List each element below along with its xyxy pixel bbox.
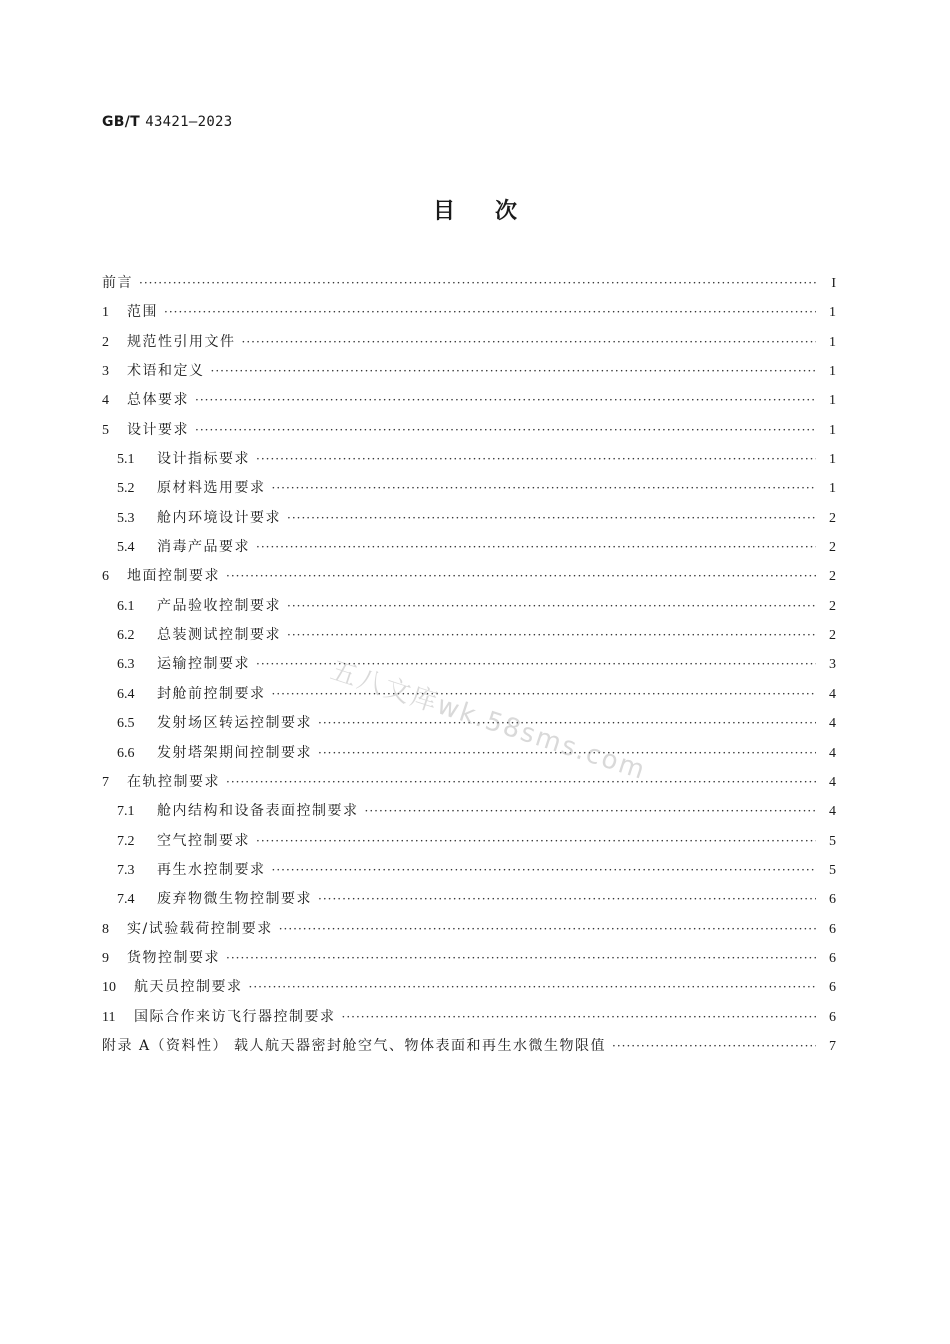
toc-entry-label: 实/试验载荷控制要求 (127, 920, 273, 937)
toc-entry-label: 空气控制要求 (157, 832, 250, 849)
toc-entry-label: 范围 (127, 304, 158, 321)
toc-dot-leader (272, 680, 817, 709)
toc-dot-leader (256, 827, 816, 856)
toc-dot-leader (287, 621, 816, 650)
toc-entry-page: 6 (829, 1009, 836, 1025)
toc-entry-page: 2 (829, 569, 836, 585)
toc-entry[interactable] (102, 650, 836, 679)
toc-entry-label: 再生水控制要求 (157, 861, 266, 878)
toc-entry[interactable] (102, 856, 836, 885)
toc-entry[interactable] (102, 885, 836, 914)
toc-entry-label: 舱内环境设计要求 (157, 509, 281, 526)
toc-entry-number: 3 (102, 364, 109, 380)
document-code-number: 43421—2023 (145, 114, 233, 130)
toc-entry-number: 6.3 (117, 657, 135, 673)
toc-entry-label: 总装测试控制要求 (157, 627, 281, 644)
toc-entry[interactable] (102, 709, 836, 738)
toc-entry[interactable] (102, 269, 836, 298)
toc-entry-number: 8 (102, 921, 109, 937)
toc-dot-leader (272, 474, 817, 503)
toc-entry[interactable] (102, 592, 836, 621)
toc-entry[interactable] (102, 973, 836, 1002)
toc-entry-number: 4 (102, 393, 109, 409)
toc-entry-page: 1 (829, 481, 836, 497)
toc-entry[interactable] (102, 1003, 836, 1032)
toc-entry-number: 7 (102, 774, 109, 790)
toc-entry-label: 附录 A（资料性） 载人航天器密封舱空气、物体表面和再生水微生物限值 (102, 1037, 607, 1054)
toc-entry-label: 规范性引用文件 (127, 333, 236, 350)
toc-dot-leader (318, 885, 816, 914)
toc-entry-page: 2 (829, 598, 836, 614)
toc-entry-label: 舱内结构和设备表面控制要求 (157, 803, 359, 820)
toc-dot-leader (226, 944, 816, 973)
toc-dot-leader (279, 915, 816, 944)
toc-entry-label: 设计指标要求 (157, 451, 250, 468)
toc-entry-page: 4 (829, 686, 836, 702)
toc-entry-label: 消毒产品要求 (157, 539, 250, 556)
toc-entry[interactable] (102, 474, 836, 503)
toc-dot-leader (287, 592, 816, 621)
toc-entry-page: 6 (829, 950, 836, 966)
toc-entry-page: 2 (829, 628, 836, 644)
toc-dot-leader (226, 768, 816, 797)
toc-entry-label: 国际合作来访飞行器控制要求 (134, 1008, 336, 1025)
toc-entry-label: 运输控制要求 (157, 656, 250, 673)
toc-entry-page: 1 (829, 334, 836, 350)
toc-entry-number: 5.4 (117, 540, 135, 556)
toc-entry-number: 7.3 (117, 862, 135, 878)
toc-entry-label: 设计要求 (127, 421, 189, 438)
toc-entry[interactable] (102, 298, 836, 327)
toc-dot-leader (318, 709, 816, 738)
toc-entry-number: 6.1 (117, 598, 135, 614)
toc-dot-leader (256, 533, 816, 562)
toc-entry-label: 总体要求 (127, 392, 189, 409)
toc-entry[interactable] (102, 504, 836, 533)
toc-dot-leader (226, 562, 816, 591)
toc-entry[interactable] (102, 915, 836, 944)
toc-entry[interactable] (102, 680, 836, 709)
toc-entry-number: 6.4 (117, 686, 135, 702)
toc-entry-label: 前言 (102, 275, 133, 291)
toc-entry-number: 6.2 (117, 628, 135, 644)
toc-entry-number: 7.2 (117, 833, 135, 849)
toc-entry-number: 7.4 (117, 892, 135, 908)
toc-entry-number: 5.1 (117, 452, 135, 468)
toc-dot-leader (256, 650, 816, 679)
toc-dot-leader (342, 1003, 817, 1032)
toc-dot-leader (249, 973, 817, 1002)
toc-entry-label: 地面控制要求 (127, 568, 220, 585)
toc-entry[interactable] (102, 827, 836, 856)
toc-entry-page: 4 (829, 745, 836, 761)
toc-entry-page: 7 (829, 1038, 836, 1054)
toc-entry-number: 2 (102, 334, 109, 350)
toc-entry[interactable] (102, 621, 836, 650)
toc-entry[interactable] (102, 739, 836, 768)
toc-entry-label: 产品验收控制要求 (157, 597, 281, 614)
toc-entry-number: 5 (102, 422, 109, 438)
toc-dot-leader (242, 328, 817, 357)
toc-entry-number: 6.5 (117, 716, 135, 732)
table-of-contents (102, 269, 836, 1061)
toc-dot-leader (139, 269, 816, 298)
toc-entry-page: 1 (829, 305, 836, 321)
toc-entry-page: 6 (829, 921, 836, 937)
toc-dot-leader (195, 386, 816, 415)
toc-entry-label: 发射塔架期间控制要求 (157, 744, 312, 761)
watermark: 五八文库wk.58sms.com (326, 655, 650, 787)
toc-entry-label: 航天员控制要求 (134, 979, 243, 996)
toc-entry-page: 1 (829, 364, 836, 380)
toc-entry[interactable] (102, 797, 836, 826)
toc-entry-label: 废弃物微生物控制要求 (157, 891, 312, 908)
toc-entry[interactable] (102, 533, 836, 562)
toc-entry-number: 1 (102, 305, 109, 321)
toc-dot-leader (612, 1032, 816, 1061)
document-code-prefix: GB/T (102, 114, 141, 130)
toc-entry[interactable] (102, 386, 836, 415)
toc-entry-label: 发射场区转运控制要求 (157, 715, 312, 732)
toc-entry-label: 在轨控制要求 (127, 773, 220, 790)
toc-dot-leader (211, 357, 817, 386)
toc-dot-leader (272, 856, 817, 885)
toc-entry-label: 封舱前控制要求 (157, 685, 266, 702)
document-code (102, 114, 233, 130)
toc-entry[interactable] (102, 1032, 836, 1061)
toc-entry-page: 5 (829, 833, 836, 849)
toc-entry-page: 4 (829, 804, 836, 820)
toc-entry-page: 1 (829, 393, 836, 409)
toc-dot-leader (164, 298, 816, 327)
toc-entry-number: 5.2 (117, 481, 135, 497)
toc-entry-page: 6 (829, 980, 836, 996)
toc-dot-leader (287, 504, 816, 533)
toc-entry-page: 2 (829, 540, 836, 556)
toc-entry[interactable] (102, 768, 836, 797)
toc-entry-page: 4 (829, 774, 836, 790)
toc-entry-page: I (831, 276, 836, 291)
toc-entry-number: 9 (102, 950, 109, 966)
toc-dot-leader (318, 739, 816, 768)
toc-entry-page: 1 (829, 452, 836, 468)
toc-entry-label: 术语和定义 (127, 363, 205, 380)
toc-dot-leader (256, 445, 816, 474)
toc-entry[interactable] (102, 328, 836, 357)
toc-dot-leader (195, 416, 816, 445)
toc-entry[interactable] (102, 562, 836, 591)
toc-entry[interactable] (102, 357, 836, 386)
toc-entry-label: 货物控制要求 (127, 949, 220, 966)
toc-entry-label: 原材料选用要求 (157, 480, 266, 497)
toc-entry-page: 3 (829, 657, 836, 673)
toc-title: 目次 (432, 199, 557, 224)
toc-entry[interactable] (102, 445, 836, 474)
toc-entry-page: 4 (829, 716, 836, 732)
toc-entry-number: 6.6 (117, 745, 135, 761)
toc-entry-number: 6 (102, 569, 109, 585)
toc-entry[interactable] (102, 416, 836, 445)
toc-entry-page: 6 (829, 892, 836, 908)
toc-dot-leader (365, 797, 817, 826)
toc-entry-number: 7.1 (117, 804, 135, 820)
toc-entry-number: 11 (102, 1009, 116, 1025)
toc-entry[interactable] (102, 944, 836, 973)
toc-entry-number: 5.3 (117, 510, 135, 526)
toc-entry-number: 10 (102, 980, 116, 996)
toc-entry-page: 5 (829, 862, 836, 878)
toc-entry-page: 1 (829, 422, 836, 438)
toc-entry-page: 2 (829, 510, 836, 526)
